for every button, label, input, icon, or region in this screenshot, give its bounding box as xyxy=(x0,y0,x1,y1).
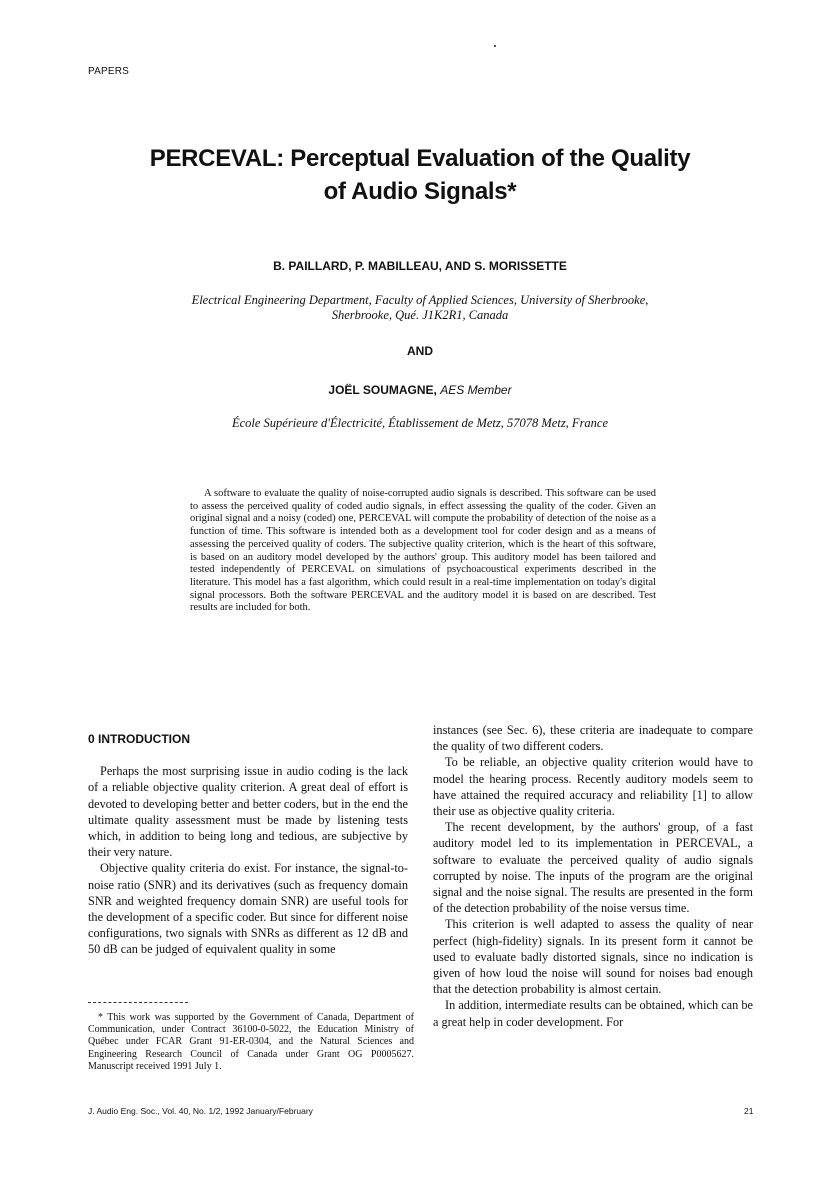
author-list-secondary xyxy=(60,383,780,397)
author-conjunction: AND xyxy=(407,344,433,358)
body-column-left xyxy=(88,722,408,958)
paper-title xyxy=(60,142,780,208)
abstract: A software to evaluate the quality of noise-corrupted audio signals is described. This software can be used to assess the perceived quality of coded audio signals, in effect assessing the quality of the coder. Given an original signal and a noisy (coded) one, PERCEVAL will compute the probability of detection of the noise as a function of time. This software is intended both as a development tool for coder design and as a means of assessing the perceived quality of coders. The subjective quality criterion, which is the heart of this software, is based on an auditory model developed by the authors' group. This auditory model has been tailored and tested independently of PERCEVAL on simulations of psychoacoustical experiments described in the literature. This model has a fast algorithm, which could result in a real-time implementation on today's digital signal processors. Both the software PERCEVAL and the auditory model it is based on are described. Test results are included for both. xyxy=(190,488,656,614)
footnote: * This work was supported by the Government of Canada, Department of Communication, under Contract 36100-0-5022, the Education Ministry of Québec under FCAR Grant 91-ER-0304, and the Natural Sciences and Engineering Research Council of Canada under Grant OG P0005627. Manuscript received 1991 July 1. xyxy=(88,1012,414,1072)
scan-speck xyxy=(494,45,496,47)
body-paragraph: Perhaps the most surprising issue in audio coding is the lack of a reliable objective quality criterion. A great deal of effort is devoted to developing better and better coders, but in the end the ultimate quality assessment must be made by listening tests which, in addition to being long and tedious, are subjective by their very nature. xyxy=(88,764,408,860)
section-heading-introduction: 0 INTRODUCTION xyxy=(88,732,190,746)
affiliation-sherbrooke xyxy=(90,293,750,323)
paper-title-line-1: PERCEVAL: Perceptual Evaluation of the Quality xyxy=(149,145,691,172)
author-list-primary: B. PAILLARD, P. MABILLEAU, AND S. MORISSETTE xyxy=(273,259,567,273)
author-name: JOËL SOUMAGNE, xyxy=(328,383,437,397)
paper-title-line-2: of Audio Signals* xyxy=(323,178,517,205)
affiliation-metz: École Supérieure d'Électricité, Établissement de Metz, 57078 Metz, France xyxy=(231,416,609,430)
body-column-right xyxy=(433,722,753,1030)
page-number: 21 xyxy=(744,1106,754,1116)
body-paragraph: The recent development, by the authors' group, of a fast auditory model led to its implementation in PERCEVAL, a software to evaluate the perceived quality of audio signals corrupted by noise. The inputs of the program are the original signal and the noise signal. The results are presented in the form of the detection probability of the noise versus time. xyxy=(433,820,753,916)
body-paragraph: This criterion is well adapted to assess the quality of near perfect (high-fidelity) signals. In its present form it cannot be used to evaluate badly distorted signals, since no indication is given of how loud the noise will sound for noises bad enough that the detection probability is almost certain. xyxy=(433,917,753,997)
body-paragraph: Objective quality criteria do exist. For instance, the signal-to-noise ratio (SNR) and its derivatives (such as frequency domain SNR and weighted frequency domain SNR) are useful tools for the development of a specific coder. But since for different noise configurations, two signals with SNRs as different as 12 dB and 50 dB can be judged of equivalent quality in some xyxy=(88,861,408,957)
journal-reference: J. Audio Eng. Soc., Vol. 40, No. 1/2, 1992 January/February xyxy=(88,1106,313,1116)
affiliation-line-2: Sherbrooke, Qué. J1K2R1, Canada xyxy=(331,308,509,322)
body-paragraph: To be reliable, an objective quality criterion would have to model the hearing process. Recently auditory models seem to have attained the required accuracy and reliability [1] to allow their use as objective quality criteria. xyxy=(433,755,753,819)
section-label: PAPERS xyxy=(88,66,130,77)
footnote-rule xyxy=(88,1002,188,1003)
author-membership: AES Member xyxy=(440,383,512,397)
affiliation-line-1: Electrical Engineering Department, Faculty of Applied Sciences, University of Sherbrooke, xyxy=(191,293,649,307)
body-paragraph-continued: instances (see Sec. 6), these criteria are inadequate to compare the quality of two different coders. xyxy=(433,723,753,754)
body-paragraph: In addition, intermediate results can be obtained, which can be a great help in coder development. For xyxy=(433,998,753,1029)
